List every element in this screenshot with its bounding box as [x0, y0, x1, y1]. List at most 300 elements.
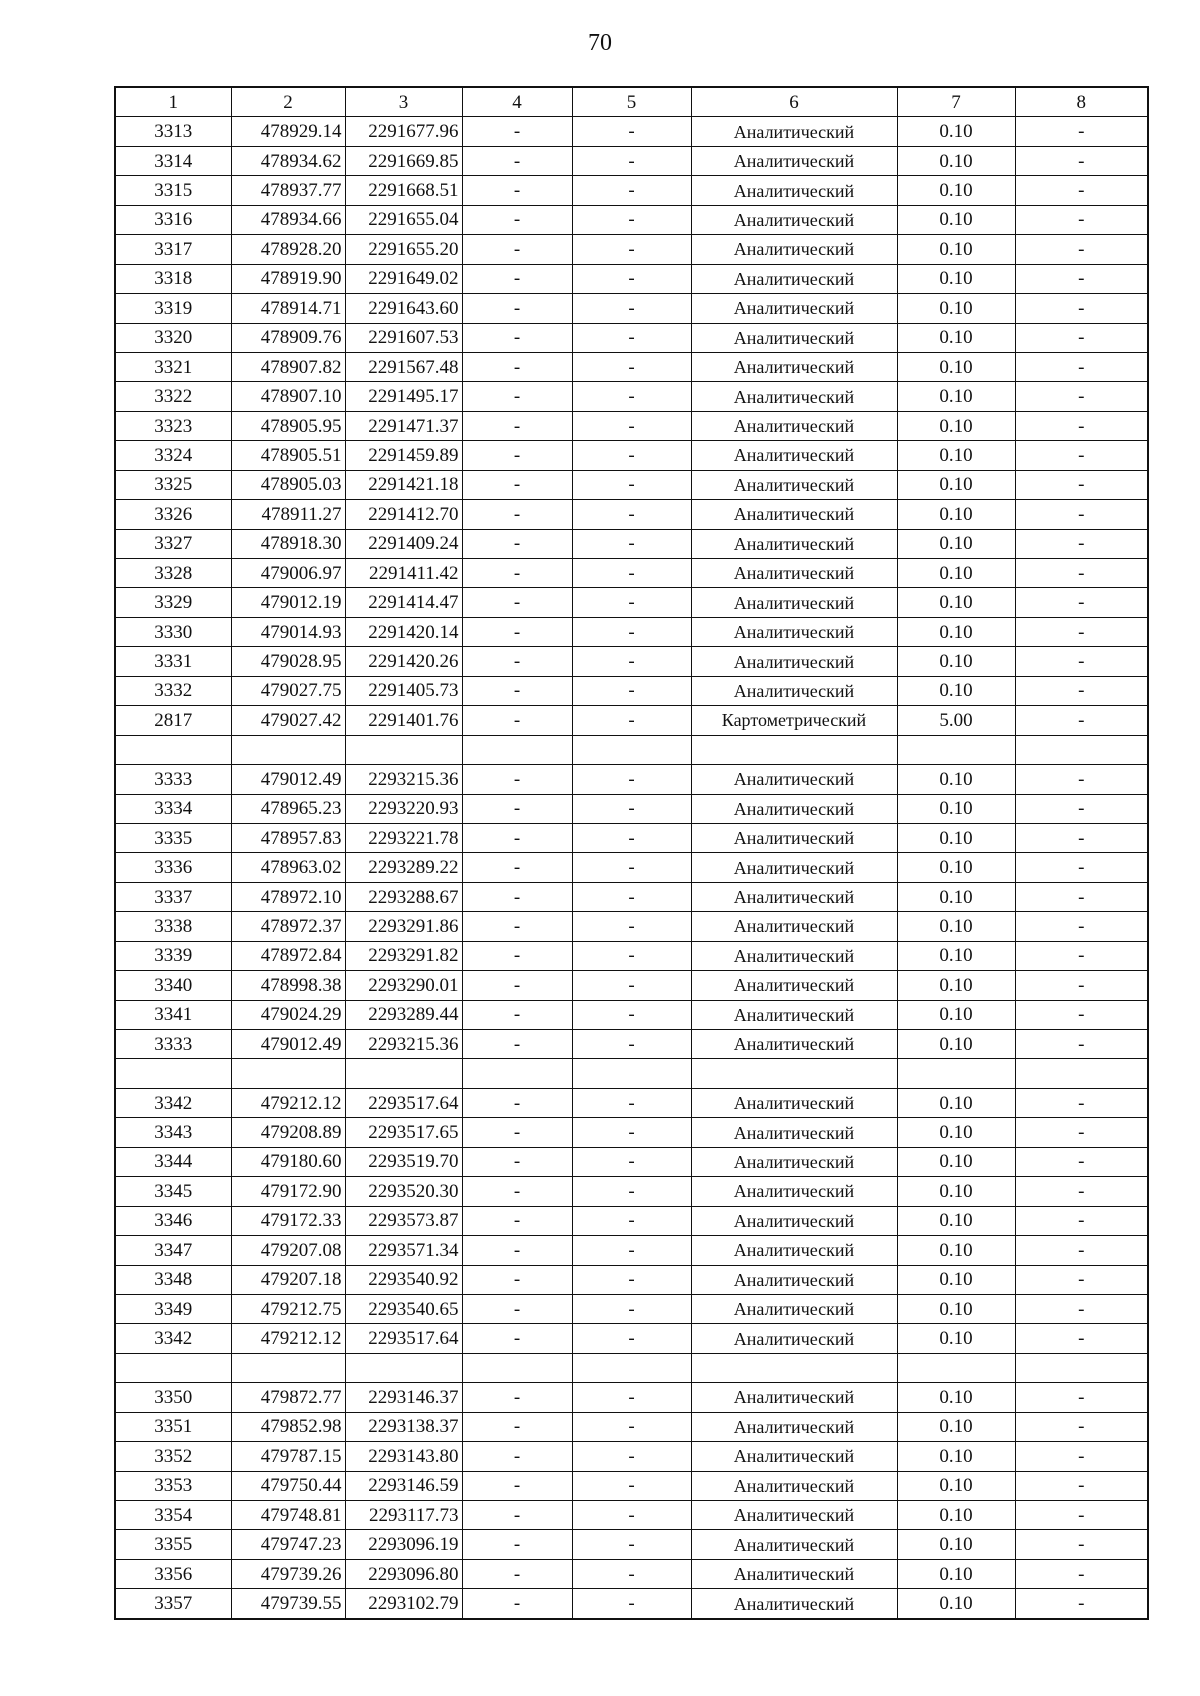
table-cell: 3329: [115, 588, 231, 617]
table-cell: 0.10: [897, 617, 1015, 646]
table-cell: 478957.83: [231, 823, 345, 852]
table-cell: 479027.42: [231, 706, 345, 735]
table-cell: -: [462, 559, 572, 588]
table-cell: -: [572, 441, 691, 470]
table-cell: Аналитический: [691, 853, 897, 882]
table-cell: -: [572, 235, 691, 264]
table-cell: 0.10: [897, 1177, 1015, 1206]
table-cell: Аналитический: [691, 1589, 897, 1619]
table-cell: -: [1015, 1324, 1148, 1353]
table-cell: -: [1015, 617, 1148, 646]
table-cell: 5.00: [897, 706, 1015, 735]
table-cell: 0.10: [897, 971, 1015, 1000]
table-cell: -: [572, 1501, 691, 1530]
table-cell: 478905.51: [231, 441, 345, 470]
table-cell: 2293571.34: [345, 1236, 462, 1265]
table-row: [115, 1206, 1148, 1235]
table-cell: -: [462, 588, 572, 617]
table-cell: 2291655.04: [345, 205, 462, 234]
table-cell: [572, 1353, 691, 1382]
table-cell: 0.10: [897, 470, 1015, 499]
table-cell: -: [572, 176, 691, 205]
table-cell: [691, 1353, 897, 1382]
table-cell: Аналитический: [691, 146, 897, 175]
table-cell: -: [462, 176, 572, 205]
table-cell: 479012.19: [231, 588, 345, 617]
table-cell: 2293289.22: [345, 853, 462, 882]
column-header: 7: [897, 87, 1015, 117]
table-cell: -: [572, 1559, 691, 1588]
table-cell: Аналитический: [691, 500, 897, 529]
table-cell: 479180.60: [231, 1147, 345, 1176]
table-cell: 2291421.18: [345, 470, 462, 499]
table-cell: -: [572, 323, 691, 352]
table-cell: 2293221.78: [345, 823, 462, 852]
table-cell: 3339: [115, 941, 231, 970]
table-cell: Аналитический: [691, 1412, 897, 1441]
table-cell: 478972.10: [231, 882, 345, 911]
table-row: [115, 1324, 1148, 1353]
table-row: [115, 1589, 1148, 1619]
table-separator-row: [115, 735, 1148, 764]
table-cell: 3343: [115, 1118, 231, 1147]
table-cell: 479852.98: [231, 1412, 345, 1441]
table-cell: -: [572, 411, 691, 440]
column-header: 3: [345, 87, 462, 117]
table-cell: -: [462, 352, 572, 381]
table-cell: 3357: [115, 1589, 231, 1619]
table-cell: -: [462, 470, 572, 499]
table-cell: -: [1015, 176, 1148, 205]
table-cell: 3356: [115, 1559, 231, 1588]
table-cell: -: [1015, 323, 1148, 352]
table-cell: -: [462, 1471, 572, 1500]
table-cell: 479024.29: [231, 1000, 345, 1029]
table-cell: 2291401.76: [345, 706, 462, 735]
table-cell: Аналитический: [691, 352, 897, 381]
table-cell: 0.10: [897, 264, 1015, 293]
table-cell: 478972.37: [231, 912, 345, 941]
table-cell: -: [1015, 500, 1148, 529]
table-cell: 3321: [115, 352, 231, 381]
table-cell: 2291669.85: [345, 146, 462, 175]
table-cell: 2293096.19: [345, 1530, 462, 1559]
table-cell: -: [1015, 235, 1148, 264]
table-cell: 2293288.67: [345, 882, 462, 911]
table-row: [115, 264, 1148, 293]
table-cell: -: [1015, 676, 1148, 705]
table-cell: 3326: [115, 500, 231, 529]
table-cell: 2293540.92: [345, 1265, 462, 1294]
table-cell: 2293215.36: [345, 1030, 462, 1059]
table-cell: -: [462, 1324, 572, 1353]
table-cell: 479012.49: [231, 765, 345, 794]
table-cell: -: [572, 559, 691, 588]
table-cell: Аналитический: [691, 1383, 897, 1412]
table-cell: -: [1015, 706, 1148, 735]
table-cell: Аналитический: [691, 912, 897, 941]
table-cell: 3335: [115, 823, 231, 852]
table-cell: 2293117.73: [345, 1501, 462, 1530]
table-cell: 0.10: [897, 1030, 1015, 1059]
table-cell: 0.10: [897, 941, 1015, 970]
table-cell: 3342: [115, 1088, 231, 1117]
table-row: [115, 441, 1148, 470]
table-cell: Аналитический: [691, 1294, 897, 1323]
table-cell: -: [1015, 382, 1148, 411]
table-cell: -: [462, 912, 572, 941]
table-cell: -: [462, 1088, 572, 1117]
table-row: [115, 176, 1148, 205]
table-cell: 3313: [115, 117, 231, 146]
table-separator-row: [115, 1059, 1148, 1088]
table-row: [115, 823, 1148, 852]
table-cell: Аналитический: [691, 382, 897, 411]
table-row: [115, 647, 1148, 676]
table-cell: 2291420.14: [345, 617, 462, 646]
table-cell: 3318: [115, 264, 231, 293]
table-cell: -: [462, 1442, 572, 1471]
table-cell: -: [462, 500, 572, 529]
table-cell: 2293102.79: [345, 1589, 462, 1619]
table-cell: -: [572, 971, 691, 1000]
table-cell: -: [1015, 411, 1148, 440]
table-cell: -: [1015, 470, 1148, 499]
table-cell: 0.10: [897, 1471, 1015, 1500]
table-cell: 0.10: [897, 1118, 1015, 1147]
table-cell: 2293290.01: [345, 971, 462, 1000]
table-cell: 2291607.53: [345, 323, 462, 352]
table-cell: -: [462, 411, 572, 440]
table-cell: Аналитический: [691, 882, 897, 911]
table-cell: Аналитический: [691, 1118, 897, 1147]
table-cell: 479212.12: [231, 1088, 345, 1117]
table-cell: -: [572, 352, 691, 381]
table-separator-row: [115, 1353, 1148, 1382]
table-cell: Аналитический: [691, 588, 897, 617]
table-cell: 479747.23: [231, 1530, 345, 1559]
table-cell: 0.10: [897, 1000, 1015, 1029]
table-cell: -: [462, 1147, 572, 1176]
table-cell: -: [572, 853, 691, 882]
table-cell: 2293220.93: [345, 794, 462, 823]
table-cell: -: [572, 470, 691, 499]
table-cell: 0.10: [897, 1236, 1015, 1265]
table-cell: 2291409.24: [345, 529, 462, 558]
table-cell: Аналитический: [691, 1206, 897, 1235]
table-cell: -: [462, 323, 572, 352]
table-cell: 3332: [115, 676, 231, 705]
table-cell: 2291643.60: [345, 294, 462, 323]
table-cell: -: [462, 765, 572, 794]
table-cell: -: [1015, 1030, 1148, 1059]
table-cell: 478919.90: [231, 264, 345, 293]
table-row: [115, 235, 1148, 264]
table-cell: Аналитический: [691, 676, 897, 705]
table-cell: -: [1015, 1471, 1148, 1500]
table-cell: -: [572, 941, 691, 970]
table-cell: -: [1015, 264, 1148, 293]
table-cell: -: [1015, 1589, 1148, 1619]
table-cell: 0.10: [897, 882, 1015, 911]
table-cell: -: [1015, 1088, 1148, 1117]
table-row: [115, 500, 1148, 529]
table-cell: -: [572, 1236, 691, 1265]
table-cell: 2293520.30: [345, 1177, 462, 1206]
table-row: [115, 1177, 1148, 1206]
table-cell: 478937.77: [231, 176, 345, 205]
table-row: [115, 1118, 1148, 1147]
table-cell: 2291668.51: [345, 176, 462, 205]
table-cell: 2293291.82: [345, 941, 462, 970]
table-cell: [345, 735, 462, 764]
table-row: [115, 971, 1148, 1000]
table-cell: 2291649.02: [345, 264, 462, 293]
table-row: [115, 411, 1148, 440]
table-cell: 2293143.80: [345, 1442, 462, 1471]
table-cell: 3353: [115, 1471, 231, 1500]
table-cell: 478929.14: [231, 117, 345, 146]
table-cell: -: [462, 1412, 572, 1441]
table-cell: -: [572, 647, 691, 676]
table-cell: Аналитический: [691, 765, 897, 794]
table-cell: 478998.38: [231, 971, 345, 1000]
table-cell: -: [1015, 117, 1148, 146]
table-cell: -: [462, 1530, 572, 1559]
table-cell: 3334: [115, 794, 231, 823]
table-cell: -: [1015, 1118, 1148, 1147]
table-cell: 3348: [115, 1265, 231, 1294]
column-header: 5: [572, 87, 691, 117]
table-row: [115, 912, 1148, 941]
table-cell: Аналитический: [691, 1559, 897, 1588]
column-header: 6: [691, 87, 897, 117]
table-cell: Аналитический: [691, 1177, 897, 1206]
table-cell: -: [1015, 971, 1148, 1000]
table-cell: [462, 1353, 572, 1382]
table-cell: 0.10: [897, 323, 1015, 352]
table-cell: 3345: [115, 1177, 231, 1206]
table-cell: 0.10: [897, 1442, 1015, 1471]
table-cell: 479750.44: [231, 1471, 345, 1500]
table-cell: Аналитический: [691, 205, 897, 234]
table-cell: -: [1015, 853, 1148, 882]
table-cell: -: [1015, 441, 1148, 470]
table-cell: [115, 1059, 231, 1088]
table-cell: Аналитический: [691, 823, 897, 852]
table-row: [115, 1471, 1148, 1500]
table-row: [115, 676, 1148, 705]
table-cell: -: [1015, 1442, 1148, 1471]
table-cell: -: [1015, 1265, 1148, 1294]
table-cell: 478914.71: [231, 294, 345, 323]
table-cell: -: [1015, 1530, 1148, 1559]
table-cell: 478934.62: [231, 146, 345, 175]
table-cell: 2293291.86: [345, 912, 462, 941]
column-header: 8: [1015, 87, 1148, 117]
table-row: [115, 146, 1148, 175]
table-cell: -: [462, 1177, 572, 1206]
table-cell: 3333: [115, 1030, 231, 1059]
table-cell: 0.10: [897, 912, 1015, 941]
table-body: [115, 117, 1148, 1619]
table-row: [115, 294, 1148, 323]
table-cell: -: [462, 1118, 572, 1147]
table-cell: 3352: [115, 1442, 231, 1471]
table-cell: 2291567.48: [345, 352, 462, 381]
table-cell: -: [462, 1559, 572, 1588]
table-cell: -: [572, 794, 691, 823]
table-row: [115, 1530, 1148, 1559]
table-cell: 479212.75: [231, 1294, 345, 1323]
table-cell: -: [1015, 1177, 1148, 1206]
table-cell: [1015, 1059, 1148, 1088]
table-row: [115, 617, 1148, 646]
table-cell: -: [572, 1118, 691, 1147]
table-row: [115, 853, 1148, 882]
table-cell: Аналитический: [691, 176, 897, 205]
table-cell: 2293517.64: [345, 1324, 462, 1353]
table-cell: -: [462, 117, 572, 146]
table-cell: -: [572, 1471, 691, 1500]
table-cell: [897, 1059, 1015, 1088]
table-cell: -: [462, 794, 572, 823]
table-cell: 479012.49: [231, 1030, 345, 1059]
table-cell: 3354: [115, 1501, 231, 1530]
table-cell: -: [572, 382, 691, 411]
table-cell: Аналитический: [691, 971, 897, 1000]
table-row: [115, 794, 1148, 823]
table-cell: 479208.89: [231, 1118, 345, 1147]
table-cell: -: [462, 676, 572, 705]
table-cell: 478918.30: [231, 529, 345, 558]
table-cell: 0.10: [897, 1589, 1015, 1619]
table-cell: -: [572, 1412, 691, 1441]
coordinates-table: [114, 86, 1149, 1620]
table-cell: -: [1015, 765, 1148, 794]
table-cell: 2293573.87: [345, 1206, 462, 1235]
table-cell: -: [572, 1030, 691, 1059]
table-cell: -: [572, 1177, 691, 1206]
table-cell: -: [572, 823, 691, 852]
table-cell: -: [462, 971, 572, 1000]
table-cell: Аналитический: [691, 1265, 897, 1294]
table-cell: Аналитический: [691, 470, 897, 499]
table-cell: 3349: [115, 1294, 231, 1323]
table-row: [115, 706, 1148, 735]
table-cell: 3315: [115, 176, 231, 205]
table-cell: Аналитический: [691, 529, 897, 558]
table-cell: -: [462, 1265, 572, 1294]
table-cell: -: [1015, 823, 1148, 852]
table-cell: [572, 1059, 691, 1088]
table-cell: -: [462, 294, 572, 323]
table-cell: -: [572, 1147, 691, 1176]
table-cell: 2293096.80: [345, 1559, 462, 1588]
table-cell: 0.10: [897, 1088, 1015, 1117]
table-cell: 478905.95: [231, 411, 345, 440]
table-cell: 3324: [115, 441, 231, 470]
table-cell: 3330: [115, 617, 231, 646]
table-cell: Аналитический: [691, 647, 897, 676]
table-cell: Аналитический: [691, 1442, 897, 1471]
table-row: [115, 205, 1148, 234]
table-cell: 3351: [115, 1412, 231, 1441]
table-cell: -: [462, 853, 572, 882]
table-cell: Аналитический: [691, 411, 897, 440]
table-cell: 0.10: [897, 676, 1015, 705]
table-cell: Аналитический: [691, 1324, 897, 1353]
table-cell: -: [572, 1088, 691, 1117]
table-row: [115, 882, 1148, 911]
table-cell: -: [572, 1589, 691, 1619]
table-cell: -: [1015, 205, 1148, 234]
table-cell: Аналитический: [691, 117, 897, 146]
table-cell: [345, 1059, 462, 1088]
table-cell: Аналитический: [691, 941, 897, 970]
table-cell: -: [462, 647, 572, 676]
table-cell: 478909.76: [231, 323, 345, 352]
table-cell: -: [572, 1206, 691, 1235]
table-cell: 478905.03: [231, 470, 345, 499]
table-cell: -: [462, 529, 572, 558]
table-cell: -: [462, 1236, 572, 1265]
table-row: [115, 765, 1148, 794]
table-cell: Аналитический: [691, 794, 897, 823]
table-cell: -: [572, 205, 691, 234]
table-row: [115, 382, 1148, 411]
table-row: [115, 941, 1148, 970]
table-cell: 479212.12: [231, 1324, 345, 1353]
table-cell: 479028.95: [231, 647, 345, 676]
table-cell: 2293146.37: [345, 1383, 462, 1412]
table-cell: -: [572, 588, 691, 617]
table-cell: 479207.18: [231, 1265, 345, 1294]
table-cell: 2291414.47: [345, 588, 462, 617]
table-cell: [1015, 1353, 1148, 1382]
table-row: [115, 529, 1148, 558]
table-cell: -: [462, 1501, 572, 1530]
table-cell: 2291655.20: [345, 235, 462, 264]
table-cell: [572, 735, 691, 764]
table-cell: 3328: [115, 559, 231, 588]
table-cell: 479172.90: [231, 1177, 345, 1206]
table-cell: -: [572, 1294, 691, 1323]
table-cell: -: [572, 1383, 691, 1412]
table-cell: -: [572, 264, 691, 293]
table-cell: 2293146.59: [345, 1471, 462, 1500]
table-cell: 0.10: [897, 176, 1015, 205]
table-cell: -: [572, 912, 691, 941]
table-cell: 3325: [115, 470, 231, 499]
table-cell: -: [462, 1206, 572, 1235]
table-cell: -: [1015, 1147, 1148, 1176]
table-cell: 2293138.37: [345, 1412, 462, 1441]
table-cell: 0.10: [897, 1559, 1015, 1588]
table-cell: 0.10: [897, 794, 1015, 823]
table-cell: 3341: [115, 1000, 231, 1029]
table-cell: -: [462, 441, 572, 470]
table-cell: 479014.93: [231, 617, 345, 646]
table-cell: [897, 735, 1015, 764]
table-cell: 3340: [115, 971, 231, 1000]
table-cell: [231, 1353, 345, 1382]
table-row: [115, 1501, 1148, 1530]
table-cell: 2291405.73: [345, 676, 462, 705]
table-cell: [462, 1059, 572, 1088]
table-cell: -: [1015, 1236, 1148, 1265]
table-cell: -: [572, 1000, 691, 1029]
